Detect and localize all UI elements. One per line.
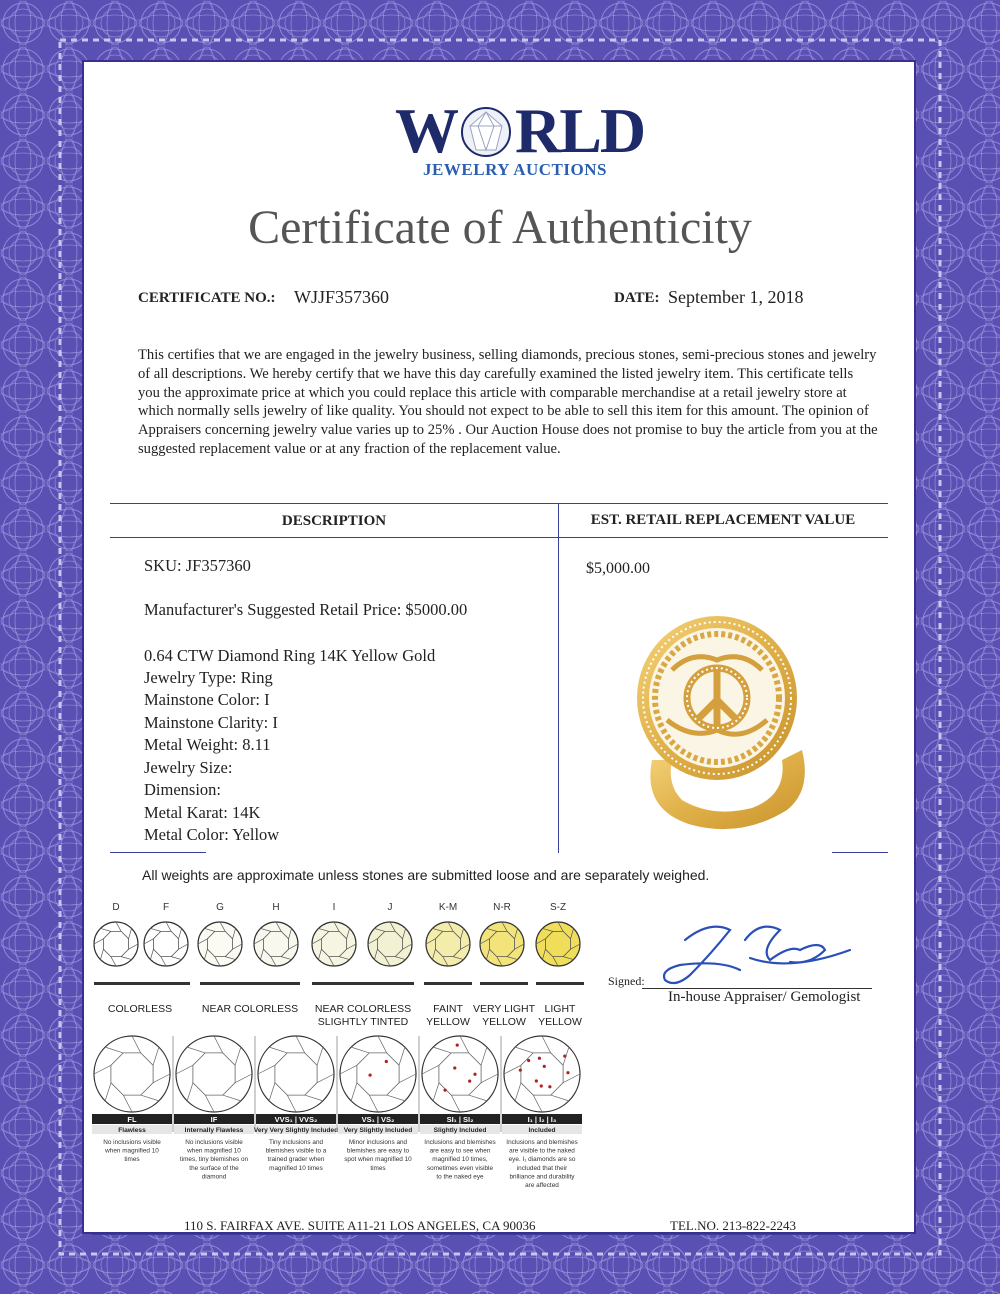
footer-rule	[92, 1234, 908, 1235]
replacement-value: $5,000.00	[586, 560, 650, 577]
inclusion-mark	[543, 1065, 546, 1068]
clarity-name: Included	[528, 1127, 556, 1134]
detail-line: Metal Weight: 8.11	[144, 735, 271, 754]
appraiser-title: In-house Appraiser/ Gemologist	[668, 989, 861, 1005]
clarity-description: times	[124, 1156, 140, 1164]
clarity-name: Very Slightly Included	[343, 1127, 413, 1134]
clarity-description: are easy to see when	[429, 1147, 491, 1155]
sku-text: SKU: JF357360	[144, 556, 251, 575]
clarity-code: VVS₁ | VVS₂	[274, 1115, 318, 1124]
clarity-code: VS₁ | VS₂	[361, 1115, 395, 1124]
clarity-code: IF	[210, 1115, 218, 1124]
clarity-description: blemishes are easy to	[346, 1147, 410, 1155]
footer-phone: TEL.NO. 213-822-2243	[670, 1218, 797, 1233]
ring-image	[612, 610, 822, 840]
color-grade-letter: S-Z	[549, 902, 567, 913]
color-group-bar	[536, 982, 584, 985]
diamond-logo-icon	[460, 106, 512, 158]
clarity-description: blemishes visible to a	[265, 1147, 327, 1155]
color-category-label: NEAR COLORLESS	[201, 1003, 299, 1015]
date-label: DATE:	[614, 290, 660, 306]
table-header-rule	[110, 537, 888, 538]
diamond-grading-chart	[88, 896, 598, 1226]
clarity-description: No inclusions visible	[185, 1139, 243, 1146]
logo-letter-w: W	[395, 95, 457, 166]
clarity-description: times	[370, 1164, 386, 1172]
detail-line: Jewelry Type: Ring	[144, 668, 273, 687]
clarity-code: FL	[127, 1115, 137, 1124]
color-group-bar	[200, 982, 300, 985]
table-bottom-rule-right	[832, 852, 888, 853]
detail-line: Metal Karat: 14K	[144, 803, 261, 822]
color-category-label: VERY LIGHT	[472, 1003, 536, 1015]
appraiser-signature	[650, 910, 870, 990]
detail-line: 0.64 CTW Diamond Ring 14K Yellow Gold	[144, 646, 436, 665]
color-category-label: NEAR COLORLESS	[314, 1003, 412, 1015]
certificate-no-value: WJJF357360	[294, 287, 390, 307]
inclusion-mark	[385, 1060, 388, 1063]
inclusion-mark	[563, 1054, 566, 1057]
inclusion-mark	[548, 1085, 551, 1088]
table-bottom-rule-left	[110, 852, 206, 853]
clarity-description: Tiny inclusions and	[268, 1139, 324, 1146]
detail-line: Metal Color: Yellow	[144, 825, 280, 844]
clarity-description: eye. I₁ diamonds are so	[508, 1156, 576, 1164]
clarity-name: Very Very Slightly Included	[253, 1127, 339, 1134]
msrp-text: Manufacturer's Suggested Retail Price: $5000.00	[144, 600, 468, 619]
clarity-description: to the naked eye	[436, 1173, 484, 1181]
clarity-description: spot when magnified 10	[344, 1156, 412, 1164]
inclusion-mark	[368, 1074, 371, 1077]
color-grade-letter: J	[387, 902, 393, 913]
clarity-description: diamond	[201, 1173, 227, 1181]
color-group-bar	[312, 982, 414, 985]
clarity-description: the surface of the	[189, 1164, 239, 1172]
value-header: EST. RETAIL REPLACEMENT VALUE	[590, 512, 856, 528]
clarity-name: Slightly Included	[433, 1127, 487, 1134]
color-category-label: YELLOW	[538, 1016, 582, 1028]
signed-label: Signed:	[608, 974, 645, 988]
clarity-description: when magnified 10	[187, 1147, 241, 1155]
clarity-description: are affected	[525, 1182, 559, 1189]
weights-note: All weights are approximate unless stones are submitted loose and are separately weighed.	[142, 867, 710, 883]
color-group-bar	[480, 982, 528, 985]
logo-wordmark	[395, 95, 645, 166]
detail-line: Jewelry Size:	[144, 758, 233, 777]
logo-subtitle: JEWELRY AUCTIONS	[423, 160, 607, 179]
color-category-label: YELLOW	[482, 1016, 526, 1028]
clarity-description: Inclusions and blemishes	[506, 1139, 578, 1146]
table-top-rule	[110, 503, 888, 504]
color-category-label: FAINT	[433, 1003, 463, 1015]
detail-line: Mainstone Color: I	[144, 690, 270, 709]
description-header: DESCRIPTION	[281, 513, 387, 529]
clarity-description: magnified 10 times	[269, 1164, 323, 1172]
clarity-description: are visible to the naked	[509, 1147, 575, 1155]
color-group-bar	[94, 982, 190, 985]
clarity-description: Minor inclusions and	[348, 1139, 408, 1146]
inclusion-mark	[456, 1044, 459, 1047]
color-grade-letter: I	[332, 902, 336, 913]
clarity-description: No inclusions visible	[103, 1139, 161, 1146]
inclusion-mark	[468, 1080, 471, 1083]
inclusion-mark	[527, 1059, 530, 1062]
clarity-description: when magnified 10	[105, 1147, 159, 1155]
color-grade-letter: K-M	[438, 902, 458, 913]
clarity-code: SI₁ | SI₂	[446, 1115, 474, 1124]
table-divider	[558, 503, 559, 853]
color-grade-letter: G	[216, 902, 224, 913]
clarity-description: brilliance and durability	[509, 1173, 575, 1181]
color-grade-letter: N-R	[493, 902, 511, 913]
clarity-description: included that their	[516, 1164, 568, 1172]
color-category-label: COLORLESS	[107, 1003, 173, 1015]
clarity-description: trained grader when	[267, 1156, 325, 1164]
color-category-label: YELLOW	[426, 1016, 470, 1028]
logo-letters-rld: RLD	[515, 95, 645, 166]
clarity-description: times, tiny blemishes on	[179, 1156, 249, 1164]
certificate-no-label: CERTIFICATE NO.:	[138, 290, 276, 306]
color-grade-letter: H	[272, 902, 280, 913]
detail-line: Dimension:	[144, 780, 221, 799]
clarity-description: magnified 10 times,	[432, 1156, 488, 1164]
certification-statement: This certifies that we are engaged in the jewelry business, selling diamonds, precious stones, semi-precious stones and jewelry of all descriptions. We hereby certify that we have this day carefully examined the listed jewelry item. This certificate tells you the approximate price at which you could replace this article with comparable merchandise at a retail jewelry store at which normally sells jewelry of like quality. You should not expect to be able to sell this item for this amount. The opinion of Appraisers concerning jewelry value varies up to 25% . Our Auction House does not promise to buy the article from you at the suggested replacement value or at any fraction of the replacement value.	[138, 347, 878, 457]
clarity-name: Flawless	[118, 1127, 146, 1134]
date-value: September 1, 2018	[668, 287, 804, 307]
color-group-bar	[424, 982, 472, 985]
inclusion-mark	[443, 1089, 446, 1092]
inclusion-mark	[540, 1084, 543, 1087]
color-category-label: LIGHT	[544, 1003, 576, 1015]
inclusion-mark	[538, 1057, 541, 1060]
clarity-description: sometimes even visible	[426, 1164, 494, 1172]
inclusion-mark	[566, 1071, 569, 1074]
inclusion-mark	[453, 1066, 456, 1069]
inclusion-mark	[473, 1073, 476, 1076]
clarity-code: I₁ | I₂ | I₃	[527, 1115, 557, 1124]
inclusion-mark	[535, 1079, 538, 1082]
clarity-name: Internally Flawless	[184, 1127, 244, 1134]
footer-address: 110 S. FAIRFAX AVE. SUITE A11-21 LOS ANGELES, CA 90036	[184, 1218, 536, 1233]
color-category-label: SLIGHTLY TINTED	[317, 1016, 409, 1028]
page-title: Certificate of Authenticity	[248, 201, 752, 254]
clarity-description: Inclusions and blemishes	[424, 1139, 496, 1146]
color-grade-letter: D	[112, 902, 120, 913]
detail-line: Mainstone Clarity: I	[144, 713, 278, 732]
inclusion-mark	[519, 1069, 522, 1072]
color-grade-letter: F	[162, 902, 170, 913]
